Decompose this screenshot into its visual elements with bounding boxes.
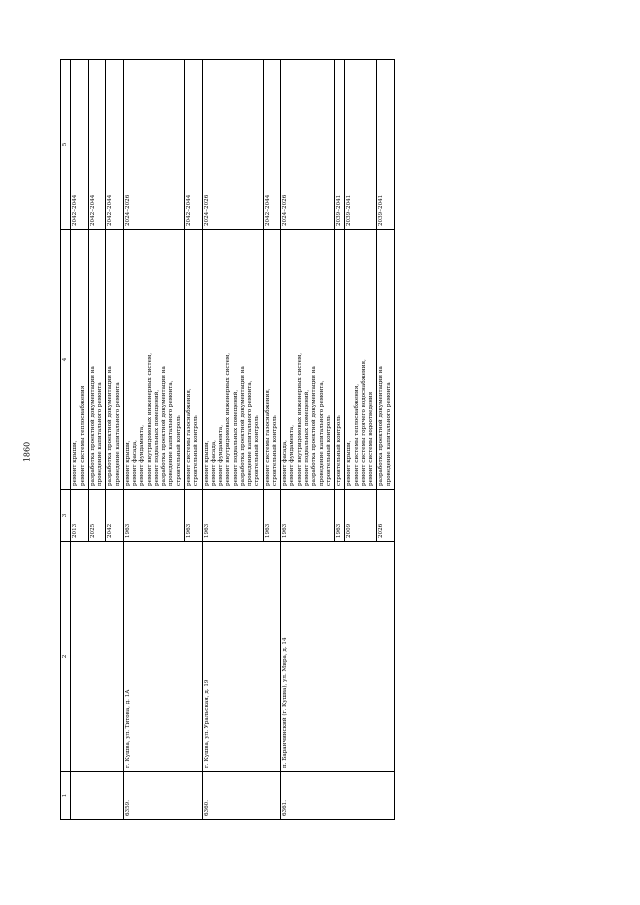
work-item: разработка проектной документации на bbox=[239, 366, 246, 486]
row-year: 2025 bbox=[88, 490, 106, 542]
row-work-list bbox=[88, 230, 106, 490]
work-item: строительный контроль bbox=[271, 415, 278, 486]
work-item: ремонт системы газоснабжения, bbox=[185, 388, 192, 486]
row-work-list bbox=[123, 230, 184, 490]
work-item: ремонт системы теплоснабжения bbox=[79, 385, 86, 486]
row-work-list bbox=[184, 230, 202, 490]
work-item: ремонт системы водоотведения bbox=[368, 391, 375, 486]
work-item: ремонт внутридомовых инженерных систем, bbox=[146, 352, 153, 486]
work-item: строительный контроль bbox=[336, 415, 343, 486]
work-item: ремонт фундамента, bbox=[289, 425, 296, 486]
work-item: ремонт крыши, bbox=[203, 440, 210, 486]
work-item: проведение капитального ремонта, bbox=[168, 380, 175, 486]
row-work-list bbox=[202, 230, 263, 490]
row-work-list bbox=[71, 230, 89, 490]
work-item: строительный контроль bbox=[193, 415, 200, 486]
row-period: 2039–2041 bbox=[345, 60, 377, 230]
rotated-table-area bbox=[60, 60, 605, 820]
entry-address: г. Кушва, ул. Уральская, д. 19 bbox=[202, 542, 281, 772]
row-work-list bbox=[377, 230, 395, 490]
work-item: разработка проектной документации на bbox=[107, 366, 114, 486]
entry-number: 6360. bbox=[202, 772, 281, 820]
row-period: 2024–2026 bbox=[281, 60, 335, 230]
entry-number: 6361. bbox=[281, 772, 395, 820]
row-period: 2042–2044 bbox=[71, 60, 89, 230]
table-row bbox=[71, 60, 89, 820]
work-item: ремонт внутридомовых инженерных систем, bbox=[296, 352, 303, 486]
entry-number: 6359. bbox=[123, 772, 202, 820]
row-year: 1963 bbox=[202, 490, 263, 542]
work-item: строительный контроль bbox=[175, 415, 182, 486]
row-period: 2024–2026 bbox=[202, 60, 263, 230]
row-year: 1963 bbox=[184, 490, 202, 542]
work-item: проведение капитального ремонта bbox=[114, 382, 121, 486]
row-year: 1963 bbox=[123, 490, 184, 542]
row-period: 2042–2044 bbox=[184, 60, 202, 230]
work-item: разработка проектной документации на bbox=[378, 366, 385, 486]
work-item: ремонт внутридомовых инженерных систем, bbox=[225, 352, 232, 486]
work-item: ремонт крыши, bbox=[124, 440, 131, 486]
row-year: 2026 bbox=[377, 490, 395, 542]
work-item: проведение капитального ремонта, bbox=[247, 380, 254, 486]
work-item: разработка проектной документации на bbox=[89, 366, 96, 486]
work-item: ремонт фундамента, bbox=[218, 425, 225, 486]
work-item: ремонт системы теплоснабжения, bbox=[353, 383, 360, 486]
work-item: ремонт подвальных помещений, bbox=[153, 389, 160, 486]
row-work-list bbox=[345, 230, 377, 490]
table-row bbox=[202, 60, 263, 820]
row-period: 2042–2044 bbox=[106, 60, 124, 230]
page-number: 1860 bbox=[22, 441, 32, 463]
work-item: ремонт фасада, bbox=[210, 440, 217, 486]
table-row bbox=[123, 60, 184, 820]
work-item: ремонт системы газоснабжения, bbox=[264, 388, 271, 486]
work-item: разработка проектной документации на bbox=[161, 366, 168, 486]
entry-address: г. Кушва, ул. Титова, д. 1А bbox=[123, 542, 202, 772]
work-item: проведение капитального ремонта bbox=[385, 382, 392, 486]
work-item: строительный контроль bbox=[325, 415, 332, 486]
column-header: 5 bbox=[61, 60, 71, 230]
work-item: проведение капитального ремонта, bbox=[318, 380, 325, 486]
column-header: 3 bbox=[61, 490, 71, 542]
row-period: 2042–2044 bbox=[263, 60, 281, 230]
row-work-list bbox=[263, 230, 281, 490]
work-item: разработка проектной документации на bbox=[311, 366, 318, 486]
row-period: 2024–2026 bbox=[123, 60, 184, 230]
work-item: ремонт фасада, bbox=[282, 440, 289, 486]
row-year: 2009 bbox=[345, 490, 377, 542]
entry-address: п. Баранчинский (г. Кушва), ул. Мира, д. 14 bbox=[281, 542, 395, 772]
header-row bbox=[61, 60, 71, 820]
row-work-list bbox=[335, 230, 345, 490]
row-period: 2042–2044 bbox=[88, 60, 106, 230]
row-year: 1963 bbox=[263, 490, 281, 542]
row-year: 2042 bbox=[106, 490, 124, 542]
work-item: ремонт системы горячего водоснабжения, bbox=[360, 359, 367, 486]
column-header: 2 bbox=[61, 542, 71, 772]
table-body bbox=[71, 60, 395, 820]
row-year: 1963 bbox=[335, 490, 345, 542]
work-item: строительный контроль bbox=[254, 415, 261, 486]
row-work-list bbox=[281, 230, 335, 490]
entry-address bbox=[71, 542, 124, 772]
row-year: 2013 bbox=[71, 490, 89, 542]
column-header: 4 bbox=[61, 230, 71, 490]
capital-repair-table bbox=[60, 59, 395, 820]
work-item: ремонт подвальных помещений, bbox=[232, 389, 239, 486]
work-item: ремонт подвальных помещений, bbox=[303, 389, 310, 486]
work-item: ремонт фасада, bbox=[132, 440, 139, 486]
entry-number bbox=[71, 772, 124, 820]
table-row bbox=[281, 60, 335, 820]
row-work-list bbox=[106, 230, 124, 490]
work-item: ремонт фундамента, bbox=[139, 425, 146, 486]
row-period: 2039–2041 bbox=[377, 60, 395, 230]
row-period: 2039–2041 bbox=[335, 60, 345, 230]
column-header: 1 bbox=[61, 772, 71, 820]
work-item: ремонт крыши, bbox=[346, 440, 353, 486]
work-item: проведение капитального ремонта bbox=[97, 382, 104, 486]
row-year: 1963 bbox=[281, 490, 335, 542]
work-item: ремонт крыши, bbox=[72, 440, 79, 486]
